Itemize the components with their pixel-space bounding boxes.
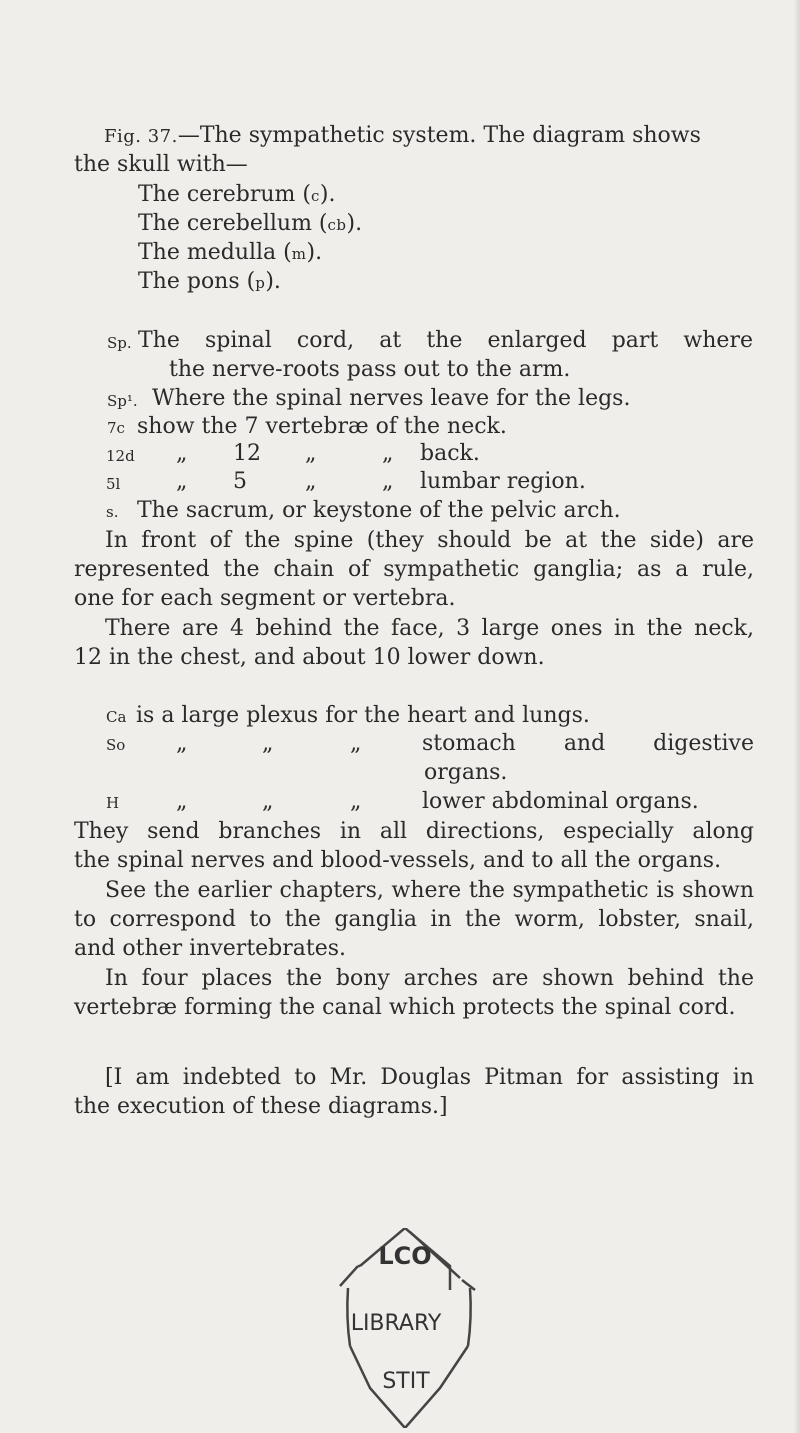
plexus-organs: organs. — [424, 760, 508, 785]
caption-intro: —The sympathetic system. The diagram shows — [177, 123, 701, 148]
para1-line-1: In front of the spine (they should be at the side) are — [105, 528, 754, 553]
ditto-mark: „ — [350, 731, 362, 756]
label-s: s. — [106, 503, 119, 521]
label-so: So — [106, 736, 126, 754]
label-ca: Ca — [106, 708, 127, 726]
caption-line-2: the skull with— — [74, 152, 248, 177]
label-sp1: Sp¹. — [107, 392, 138, 410]
acknowledgement-line-1: [I am indebted to Mr. Douglas Pitman for assisting in — [105, 1065, 754, 1090]
stamp-top-text: LCO — [378, 1242, 432, 1270]
plexus-abdominal: lower abdominal organs. — [422, 789, 699, 814]
region-back: back. — [420, 441, 480, 466]
stamp-library-text: LIBRARY — [350, 1311, 442, 1336]
label-sp: Sp. — [107, 334, 132, 352]
ditto-mark: „ — [305, 469, 317, 494]
ditto-mark: „ — [176, 441, 188, 466]
vertebrae-count-12: 12 — [233, 441, 261, 466]
ditto-mark: „ — [262, 789, 274, 814]
label-5l: 5l — [106, 475, 121, 493]
acknowledgement-line-2: the execution of these diagrams.] — [74, 1094, 448, 1119]
figure-label: Fig. 37. — [104, 126, 178, 147]
caption-heading — [104, 122, 701, 151]
stamp-bottom-text: STIT — [382, 1369, 430, 1394]
spinal-cord-line-1: The spinal cord, at the enlarged part where — [138, 328, 753, 353]
para1-line-3: one for each segment or vertebra. — [74, 586, 456, 611]
label-12d: 12d — [106, 447, 135, 465]
part-pons: The pons (p). — [138, 269, 281, 294]
ditto-mark: „ — [262, 731, 274, 756]
para2-line-2: 12 in the chest, and about 10 lower down. — [74, 645, 545, 670]
para5-line-1: In four places the bony arches are shown behind the — [105, 966, 754, 991]
ditto-mark: „ — [305, 441, 317, 466]
part-cerebrum: The cerebrum (c). — [138, 182, 336, 207]
para3-line-2: the spinal nerves and blood-vessels, and to all the organs. — [74, 848, 722, 873]
ditto-mark: „ — [382, 441, 394, 466]
ditto-mark: „ — [176, 469, 188, 494]
para2-line-1: There are 4 behind the face, 3 large ones in the neck, — [105, 616, 754, 641]
para4-line-1: See the earlier chapters, where the sympathetic is shown — [105, 878, 754, 903]
library-stamp — [310, 1228, 500, 1428]
ditto-mark: „ — [350, 789, 362, 814]
spinal-nerves-legs: Where the spinal nerves leave for the legs. — [152, 386, 631, 411]
para4-line-2: to correspond to the ganglia in the worm, lobster, snail, — [74, 907, 754, 932]
spinal-cord-line-2: the nerve-roots pass out to the arm. — [169, 357, 571, 382]
plexus-stomach: stomach and digestive — [422, 731, 754, 756]
part-medulla: The medulla (m). — [138, 240, 323, 265]
para3-line-1: They send branches in all directions, especially along — [74, 819, 754, 844]
plexus-heart-lungs: is a large plexus for the heart and lungs. — [136, 703, 590, 728]
label-7c: 7c — [107, 419, 125, 437]
vertebrae-count-5: 5 — [233, 469, 247, 494]
ditto-mark: „ — [382, 469, 394, 494]
vertebrae-neck: show the 7 vertebræ of the neck. — [137, 414, 507, 439]
ditto-mark: „ — [176, 731, 188, 756]
part-cerebellum: The cerebellum (cb). — [138, 211, 363, 236]
ditto-mark: „ — [176, 789, 188, 814]
label-h: H — [106, 794, 120, 812]
region-lumbar: lumbar region. — [420, 469, 586, 494]
para1-line-2: represented the chain of sympathetic ganglia; as a rule, — [74, 557, 754, 582]
para5-line-2: vertebræ forming the canal which protects the spinal cord. — [74, 995, 736, 1020]
sacrum-line: The sacrum, or keystone of the pelvic arch. — [137, 498, 621, 523]
para4-line-3: and other invertebrates. — [74, 936, 347, 961]
